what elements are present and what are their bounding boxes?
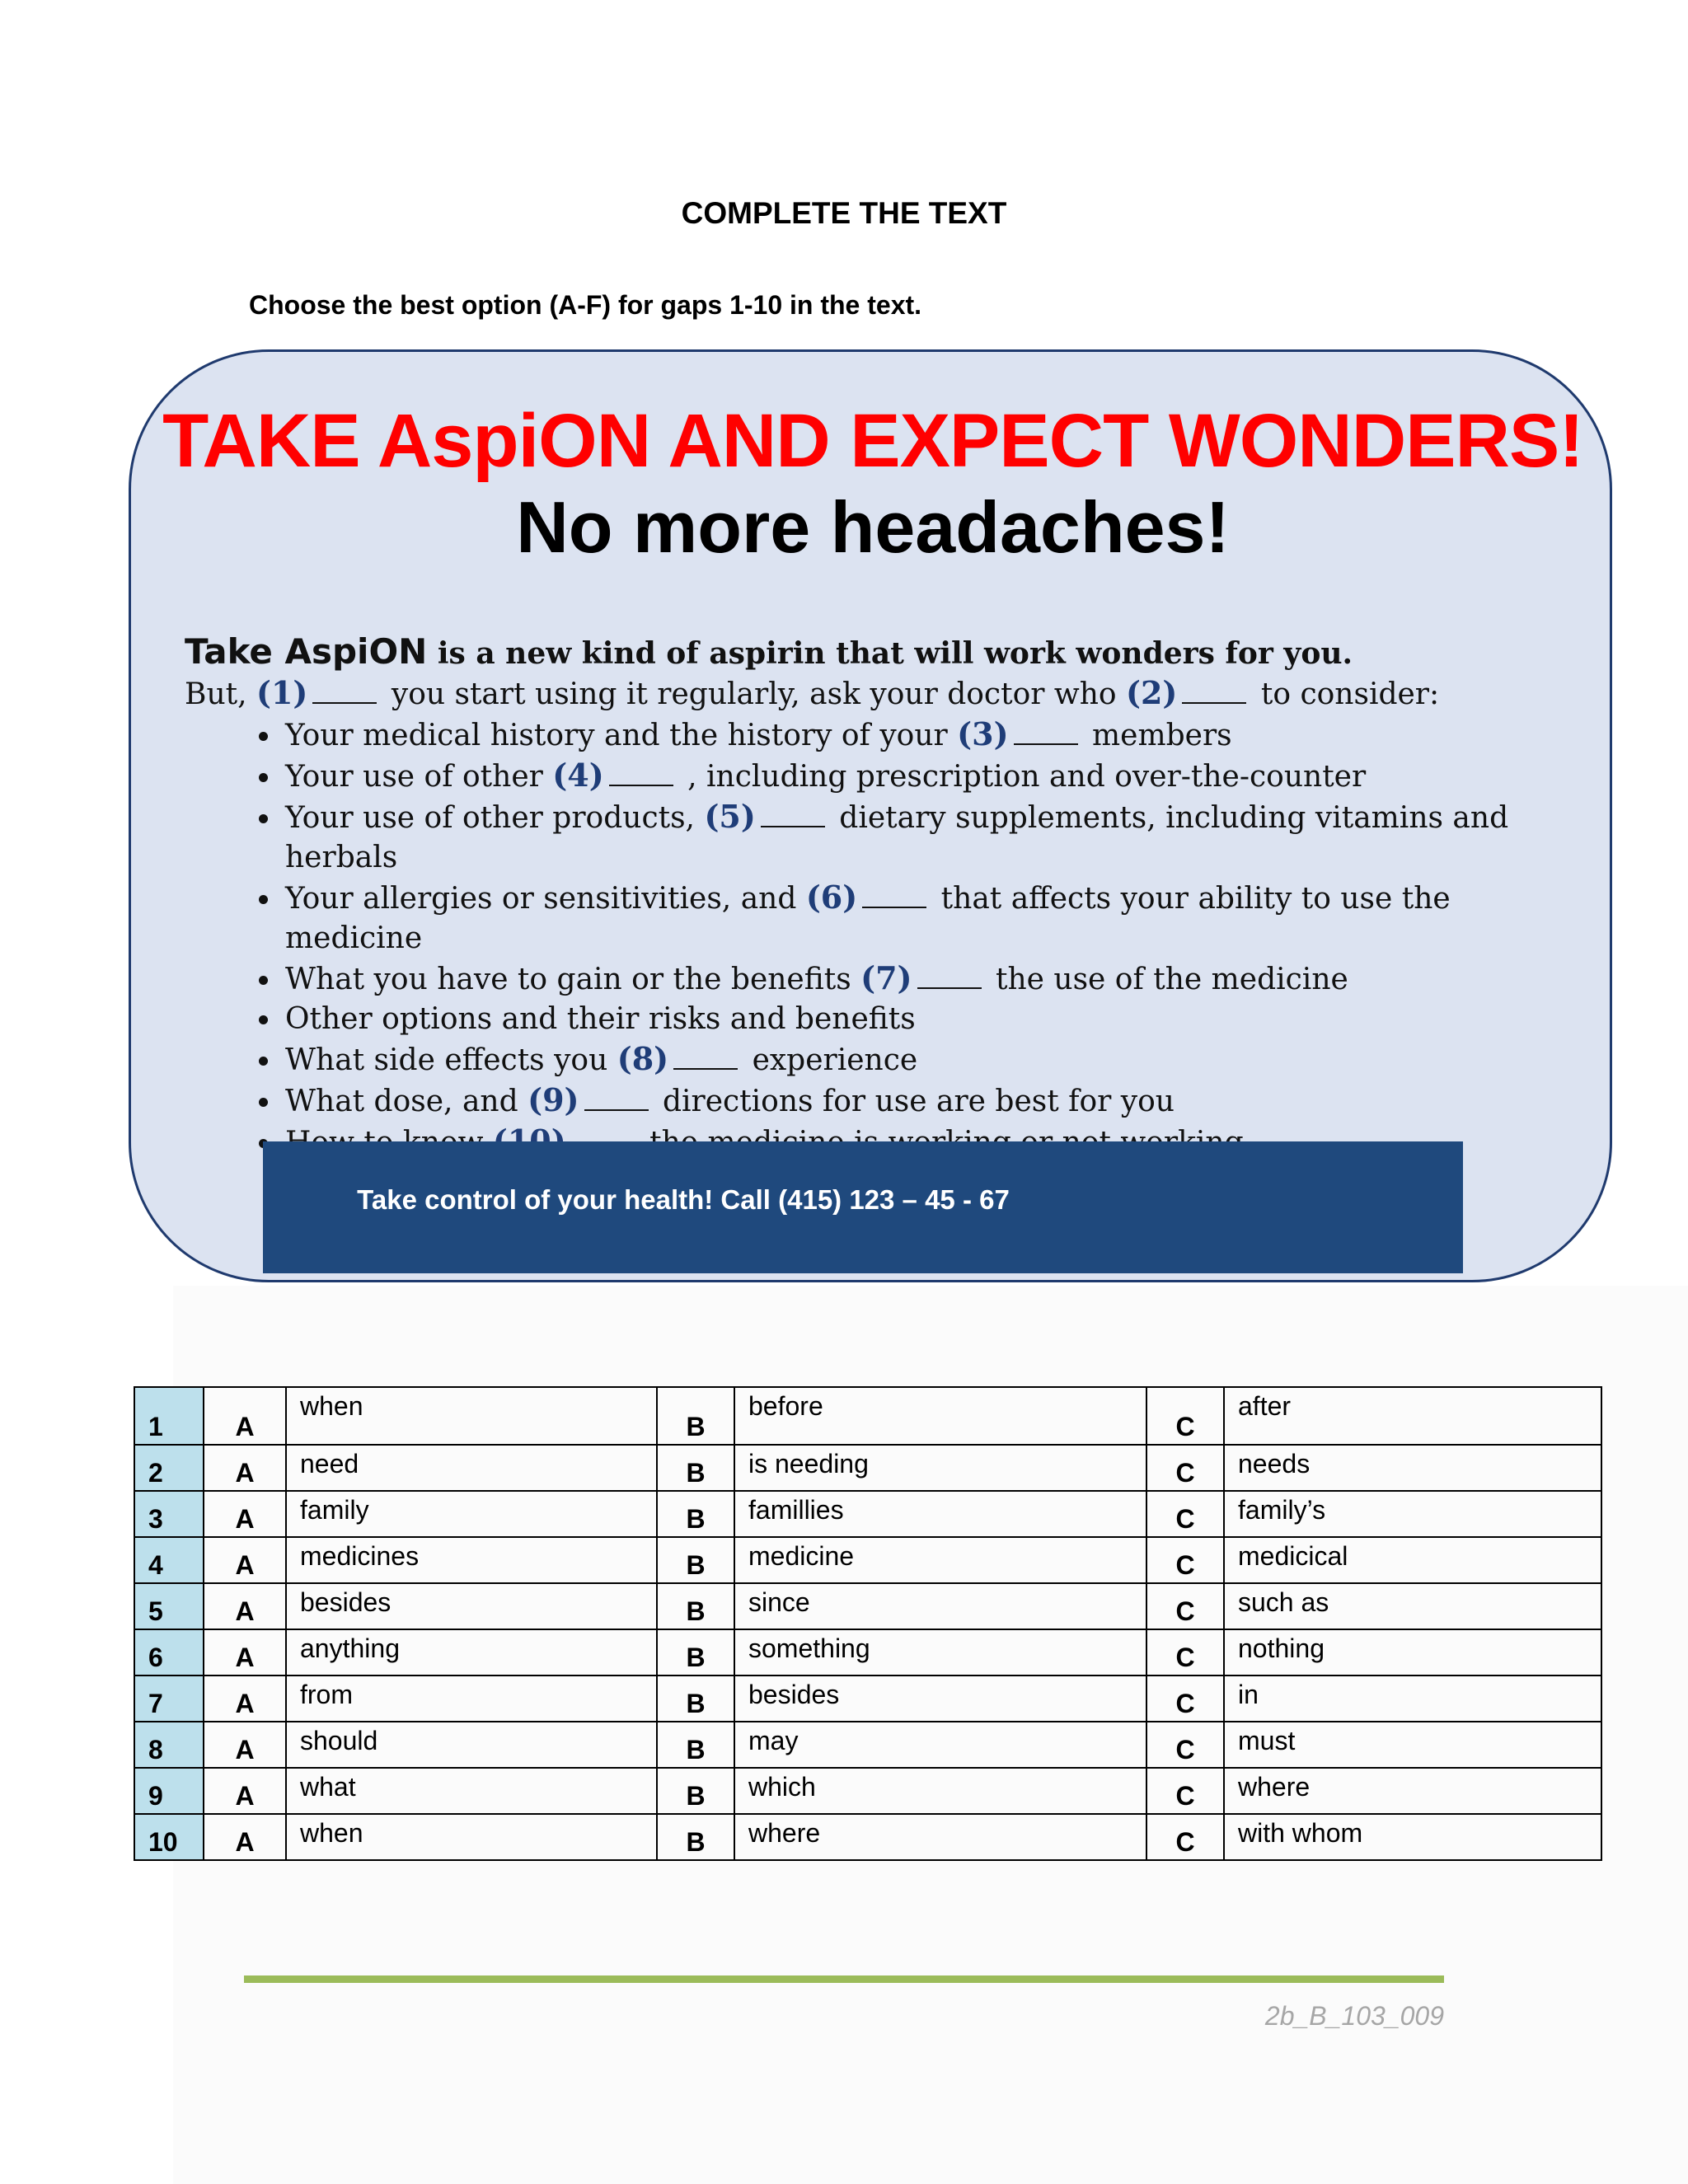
list-item (282, 958, 1586, 1000)
option-a: what (286, 1768, 657, 1814)
item-text: Your use of other products, (285, 801, 705, 835)
option-a: should (286, 1722, 657, 1768)
item-text: What dose, and (285, 1085, 528, 1118)
gap-number: (6) (805, 879, 858, 916)
item-text: dietary supplements, including vitamins and herbals (285, 801, 1509, 874)
table-row (134, 1675, 1601, 1722)
advertisement-box (129, 349, 1612, 1282)
option-letter-c: C (1146, 1768, 1224, 1814)
gap-blank (1182, 677, 1246, 704)
gap-blank (312, 677, 377, 704)
question-number: 7 (134, 1675, 204, 1722)
option-c: medicical (1224, 1537, 1601, 1583)
option-letter-c: C (1146, 1814, 1224, 1860)
option-letter-c: C (1146, 1491, 1224, 1537)
option-a: need (286, 1445, 657, 1491)
option-letter-a: A (204, 1491, 286, 1537)
table-row (134, 1722, 1601, 1768)
ad-subtitle: No more headaches! (516, 486, 1230, 568)
option-letter-b: B (657, 1583, 734, 1629)
table-row (134, 1537, 1601, 1583)
item-text: Your allergies or sensitivities, and (285, 882, 806, 916)
question-number: 6 (134, 1629, 204, 1675)
call-to-action-banner (263, 1141, 1463, 1273)
option-letter-a: A (204, 1387, 286, 1445)
option-letter-c: C (1146, 1583, 1224, 1629)
option-letter-b: B (657, 1629, 734, 1675)
ad-title: TAKE AspiON AND EXPECT WONDERS! (162, 399, 1583, 483)
option-c: with whom (1224, 1814, 1601, 1860)
table-row (134, 1814, 1601, 1860)
item-text: directions for use are best for you (653, 1085, 1175, 1118)
question-number: 3 (134, 1491, 204, 1537)
item-text: What you have to gain or the benefits (285, 963, 861, 996)
gap-blank (1014, 719, 1078, 745)
table-row (134, 1491, 1601, 1537)
list-item (282, 756, 1586, 797)
item-text: Other options and their risks and benefits (285, 1002, 916, 1036)
option-b: before (734, 1387, 1146, 1445)
question-number: 1 (134, 1387, 204, 1445)
option-c: nothing (1224, 1629, 1601, 1675)
gap-number: (1) (256, 674, 308, 711)
table-row (134, 1445, 1601, 1491)
option-c: needs (1224, 1445, 1601, 1491)
list-item (282, 1039, 1586, 1080)
item-text: members (1082, 719, 1232, 752)
gap-number: (5) (704, 798, 756, 835)
option-b: famillies (734, 1491, 1146, 1537)
question-number: 10 (134, 1814, 204, 1860)
gap-blank (609, 760, 673, 786)
list-item (282, 878, 1586, 958)
option-a: anything (286, 1629, 657, 1675)
option-letter-a: A (204, 1768, 286, 1814)
option-letter-b: B (657, 1768, 734, 1814)
ad-line-two (185, 673, 1586, 715)
gap-number: (2) (1126, 674, 1178, 711)
consideration-list (185, 715, 1586, 1163)
document-code: 2b_B_103_009 (1264, 2001, 1444, 2031)
option-c: in (1224, 1675, 1601, 1722)
option-c: where (1224, 1768, 1601, 1814)
option-c: such as (1224, 1583, 1601, 1629)
option-b: may (734, 1722, 1146, 1768)
line-two-end: to consider: (1251, 677, 1440, 711)
brand-name: Take AspiON (185, 631, 428, 672)
option-b: medicine (734, 1537, 1146, 1583)
table-row (134, 1583, 1601, 1629)
option-letter-b: B (657, 1537, 734, 1583)
option-letter-b: B (657, 1445, 734, 1491)
option-letter-c: C (1146, 1537, 1224, 1583)
gap-blank (862, 882, 926, 908)
task-instruction: Choose the best option (A-F) for gaps 1-10 in the text. (249, 290, 922, 320)
answer-options-table (134, 1386, 1602, 1861)
option-a: family (286, 1491, 657, 1537)
option-b: something (734, 1629, 1146, 1675)
item-text: the use of the medicine (986, 963, 1348, 996)
gap-blank (673, 1043, 738, 1070)
intro-text: is a new kind of aspirin that will work wonders for you. (427, 636, 1353, 671)
table-row (134, 1629, 1601, 1675)
option-letter-a: A (204, 1722, 286, 1768)
gap-number: (8) (617, 1040, 669, 1077)
option-letter-b: B (657, 1491, 734, 1537)
option-letter-c: C (1146, 1387, 1224, 1445)
ad-intro-line (185, 632, 1586, 673)
question-number: 5 (134, 1583, 204, 1629)
ad-body-text (185, 632, 1586, 1163)
question-number: 4 (134, 1537, 204, 1583)
gap-number: (4) (552, 757, 604, 794)
list-item (282, 1000, 1586, 1039)
option-letter-a: A (204, 1583, 286, 1629)
table-row (134, 1768, 1601, 1814)
option-letter-a: A (204, 1445, 286, 1491)
question-number: 9 (134, 1768, 204, 1814)
option-letter-c: C (1146, 1629, 1224, 1675)
line-two-middle: you start using it regularly, ask your doctor who (382, 677, 1127, 711)
option-b: since (734, 1583, 1146, 1629)
option-a: when (286, 1814, 657, 1860)
option-c: must (1224, 1722, 1601, 1768)
line-two-start: But, (185, 677, 256, 711)
gap-blank (584, 1085, 649, 1111)
option-b: besides (734, 1675, 1146, 1722)
item-text: Your use of other (285, 760, 553, 794)
page-heading: COMPLETE THE TEXT (681, 196, 1007, 230)
gap-number: (3) (957, 715, 1009, 752)
option-b: which (734, 1768, 1146, 1814)
option-letter-a: A (204, 1675, 286, 1722)
option-a: besides (286, 1583, 657, 1629)
option-letter-b: B (657, 1387, 734, 1445)
option-a: from (286, 1675, 657, 1722)
option-letter-a: A (204, 1629, 286, 1675)
option-a: medicines (286, 1537, 657, 1583)
table-row (134, 1387, 1601, 1445)
footer-divider (244, 1975, 1444, 1983)
gap-number: (9) (528, 1081, 579, 1118)
item-text: that affects your ability to use the medicine (285, 882, 1451, 955)
option-letter-c: C (1146, 1722, 1224, 1768)
option-letter-c: C (1146, 1675, 1224, 1722)
option-letter-a: A (204, 1537, 286, 1583)
option-letter-b: B (657, 1814, 734, 1860)
gap-number: (7) (860, 959, 912, 996)
option-letter-a: A (204, 1814, 286, 1860)
question-number: 8 (134, 1722, 204, 1768)
item-text: experience (743, 1043, 918, 1077)
item-text: What side effects you (285, 1043, 617, 1077)
item-text: Your medical history and the history of your (285, 719, 958, 752)
list-item (282, 797, 1586, 878)
option-b: is needing (734, 1445, 1146, 1491)
option-c: after (1224, 1387, 1601, 1445)
option-letter-c: C (1146, 1445, 1224, 1491)
list-item (282, 1080, 1586, 1122)
option-letter-b: B (657, 1675, 734, 1722)
gap-blank (917, 963, 982, 989)
option-c: family’s (1224, 1491, 1601, 1537)
item-text: , including prescription and over-the-counter (678, 760, 1367, 794)
question-number: 2 (134, 1445, 204, 1491)
option-b: where (734, 1814, 1146, 1860)
list-item (282, 715, 1586, 756)
option-a: when (286, 1387, 657, 1445)
option-letter-b: B (657, 1722, 734, 1768)
call-to-action-text: Take control of your health! Call (415) 123 – 45 - 67 (357, 1184, 1010, 1215)
gap-blank (761, 801, 825, 827)
